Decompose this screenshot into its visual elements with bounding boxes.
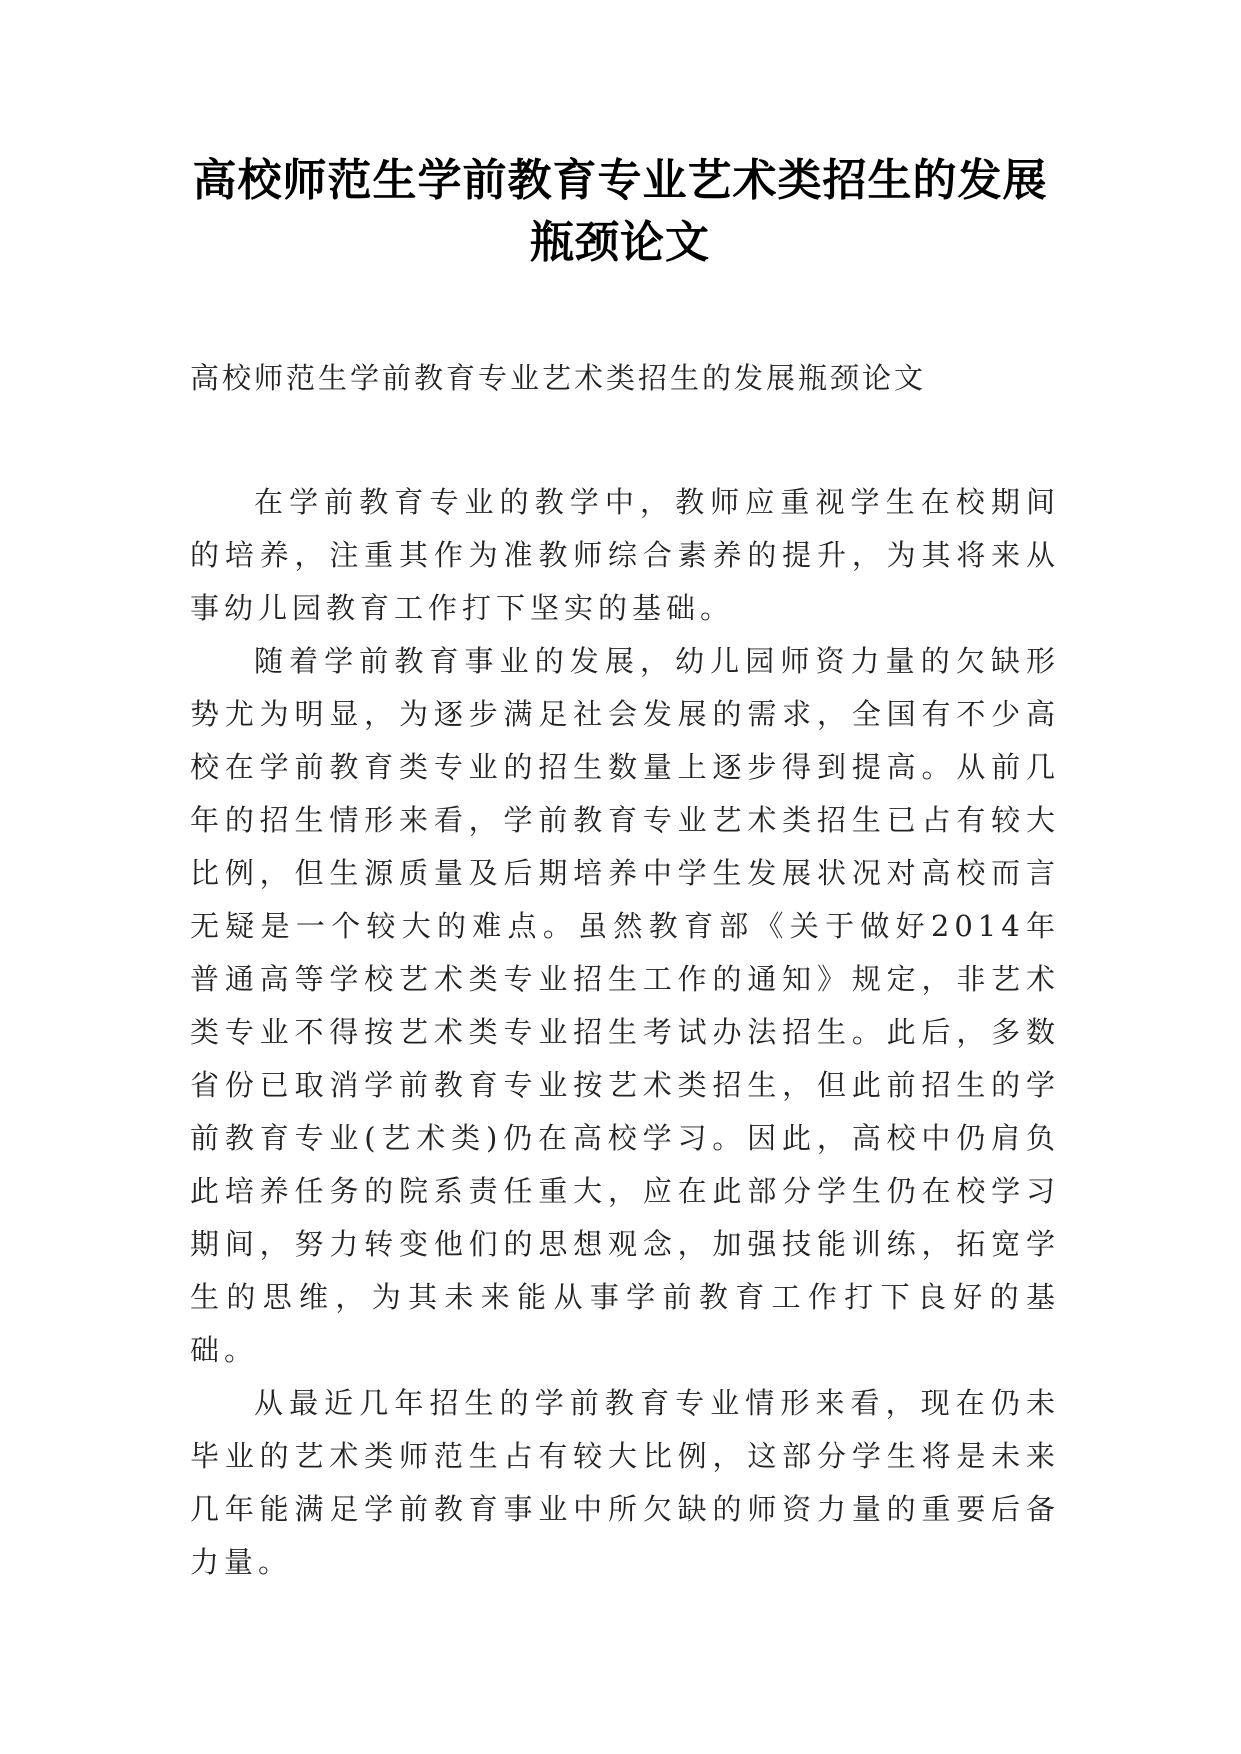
paragraph: 在学前教育专业的教学中，教师应重视学生在校期间的培养，注重其作为准教师综合素养的提升，为其将来从事幼儿园教育工作打下坚实的基础。 [190,485,1060,625]
document-title: 高校师范生学前教育专业艺术类招生的发展瓶颈论文 [192,155,1048,268]
paragraph: 从最近几年招生的学前教育专业情形来看，现在仍未毕业的艺术类师范生占有较大比例，这部分学生将是未来几年能满足学前教育事业中所欠缺的师资力量的重要后备力量。 [190,1386,1060,1579]
paragraph: 随着学前教育事业的发展，幼儿园师资力量的欠缺形势尤为明显，为逐步满足社会发展的需求，全国有不少高校在学前教育类专业的招生数量上逐步得到提高。从前几年的招生情形来看，学前教育专业艺术类招生已占有较大比例，但生源质量及后期培养中学生发展状况对高校而言无疑是一个较大的难点。虽然教育部《关于做好2014年普通高等学校艺术类专业招生工作的通知》规定，非艺术类专业不得按艺术类专业招生考试办法招生。此后，多数省份已取消学前教育专业按艺术类招生，但此前招生的学前教育专业(艺术类)仍在高校学习。因此，高校中仍肩负此培养任务的院系责任重大，应在此部分学生仍在校学习期间，努力转变他们的思想观念，加强技能训练，拓宽学生的思维，为其未来能从事学前教育工作打下良好的基础。 [190,644,1060,1367]
document-body [190,476,1060,1589]
document-subtitle: 高校师范生学前教育专业艺术类招生的发展瓶颈论文 [190,361,927,395]
